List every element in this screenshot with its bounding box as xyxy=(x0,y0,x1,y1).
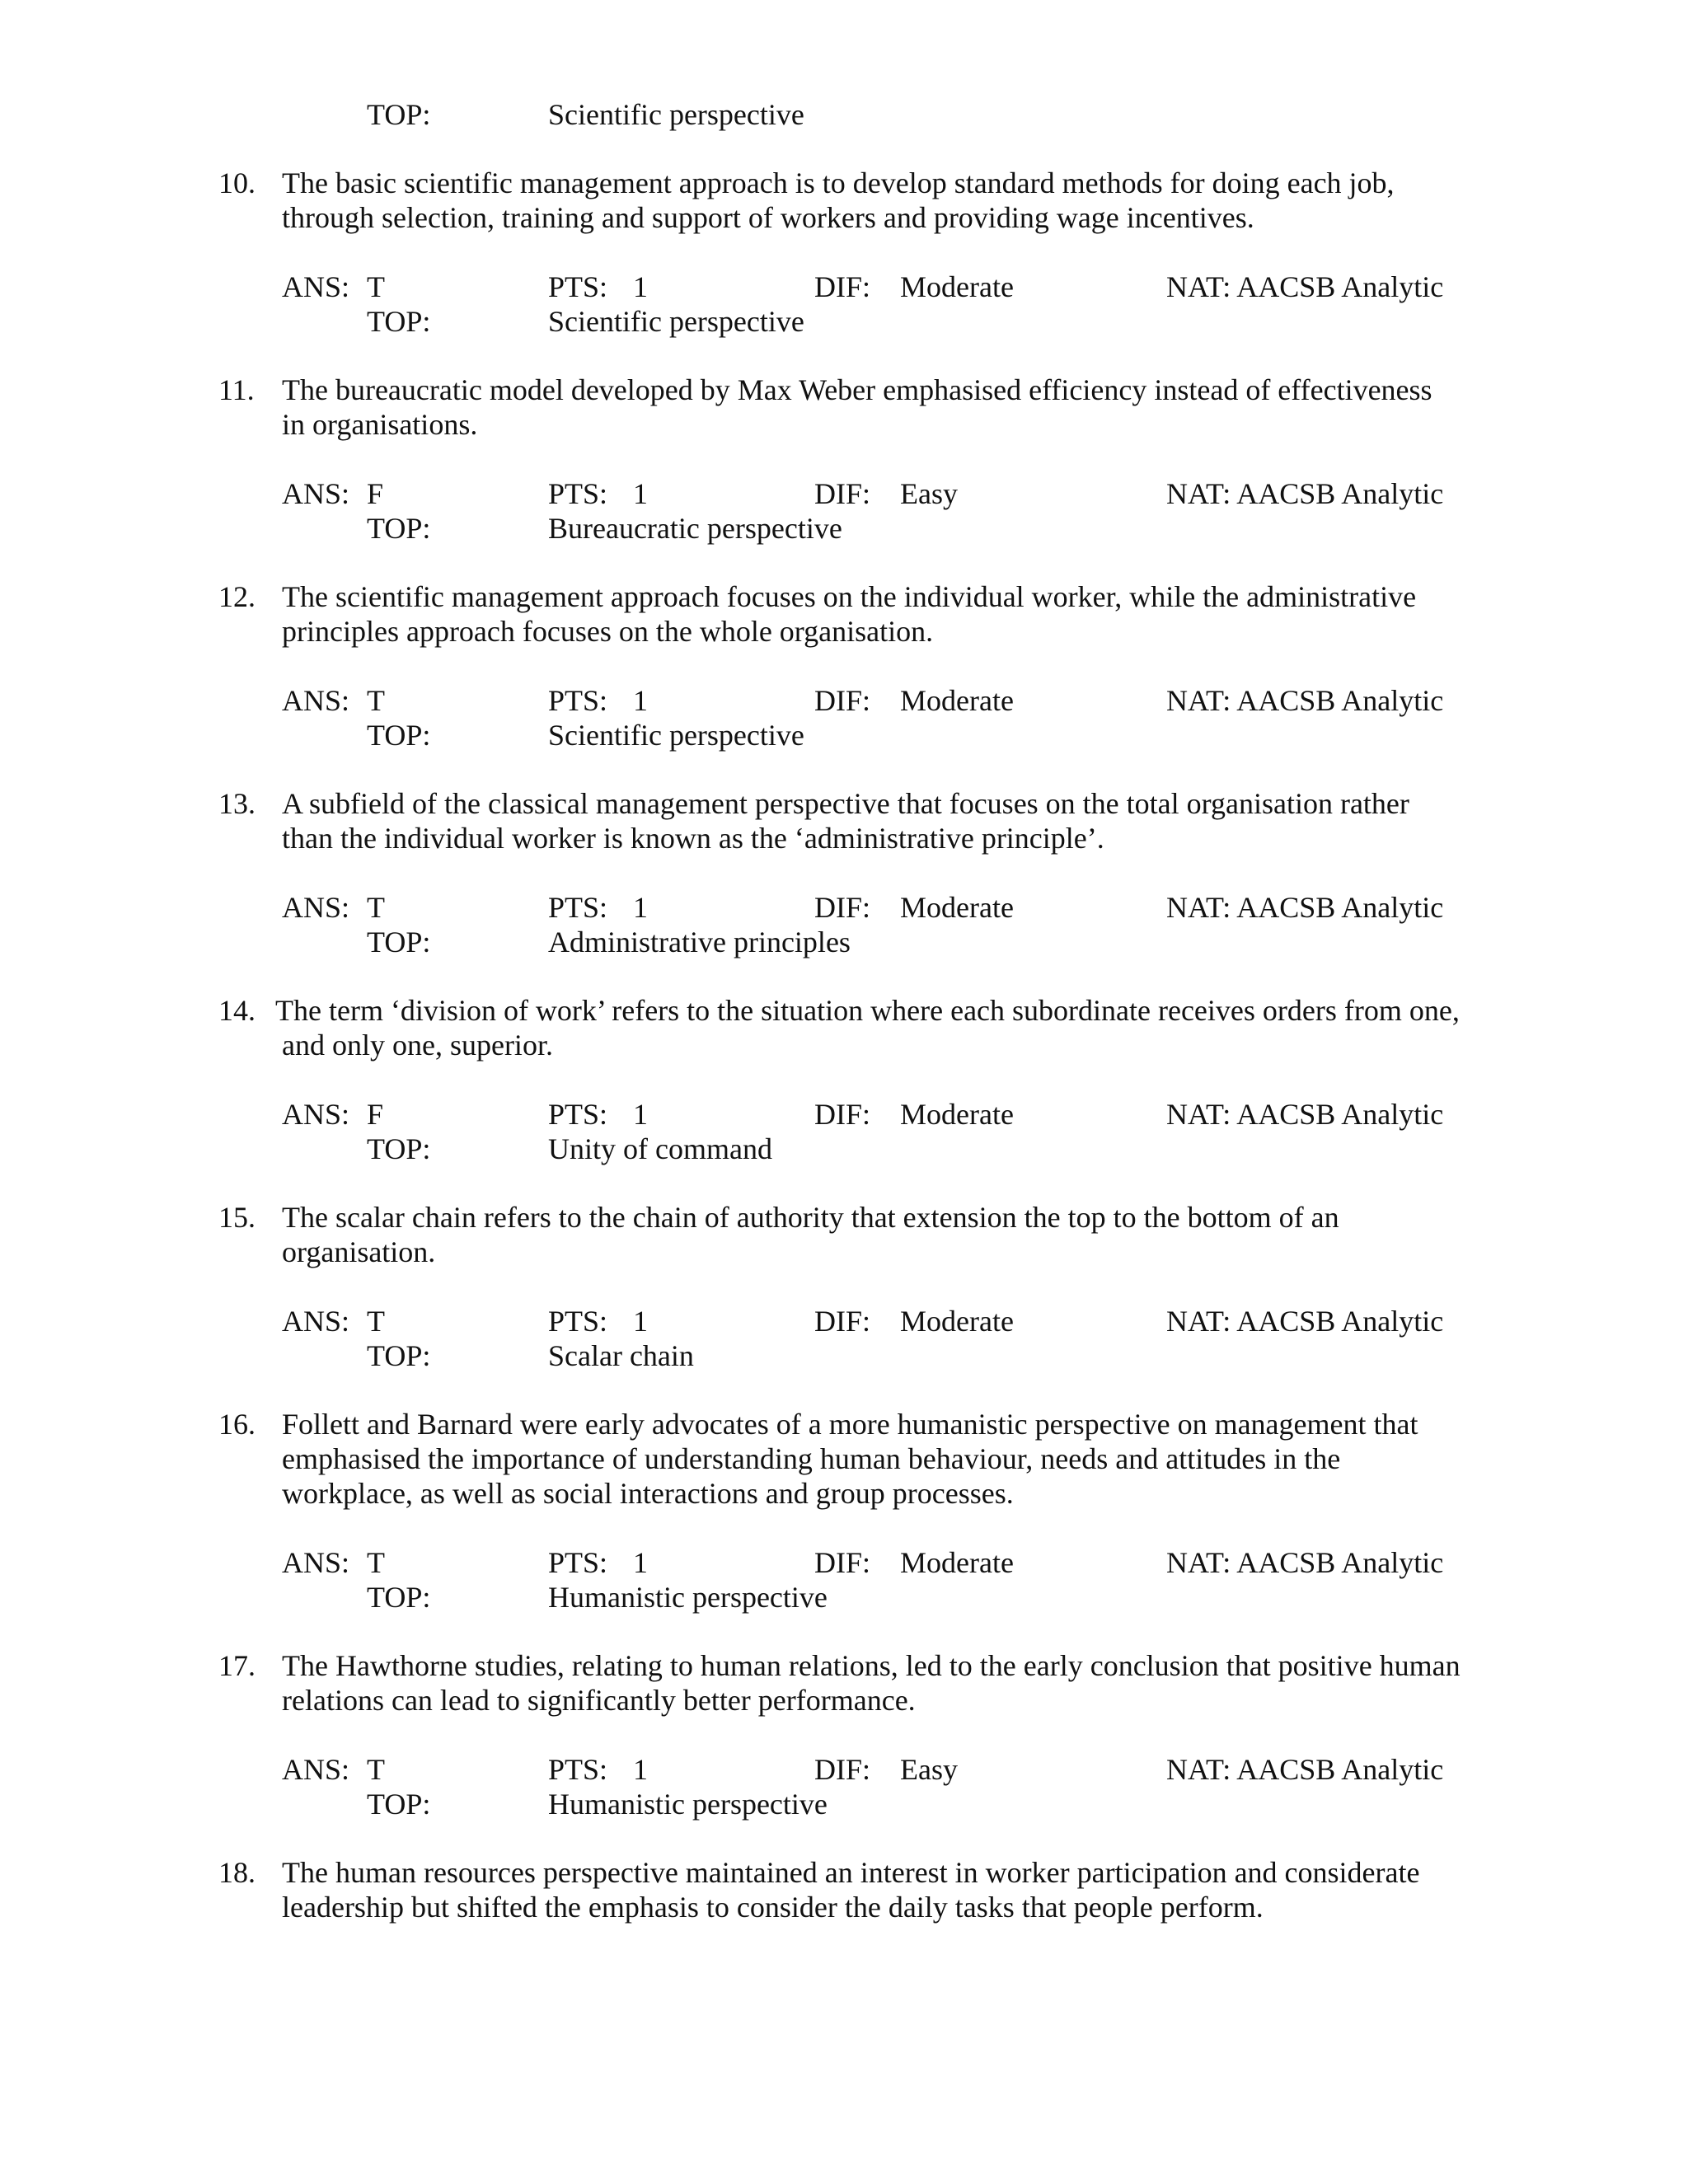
answer-label: ANS: xyxy=(282,1098,350,1131)
question-line: in organisations. xyxy=(282,408,478,441)
topic-value: Unity of command xyxy=(548,1132,772,1165)
question-line: organisation. xyxy=(282,1235,436,1268)
question-text xyxy=(275,993,1487,1062)
carryover-topic-row xyxy=(367,97,1521,132)
answer-metadata xyxy=(0,269,1688,339)
question-number: 18. xyxy=(218,1856,256,1889)
points-label: PTS: xyxy=(548,1546,608,1579)
answer-value: T xyxy=(367,270,385,303)
question-line: leadership but shifted the emphasis to consider the daily tasks that people perform. xyxy=(282,1891,1264,1924)
question-text xyxy=(282,786,1493,855)
topic-value: Scientific perspective xyxy=(548,305,804,338)
difficulty-value: Easy xyxy=(900,477,958,510)
question-number: 16. xyxy=(218,1408,256,1441)
topic-label: TOP: xyxy=(367,1339,431,1372)
points-value: 1 xyxy=(633,1305,648,1338)
points-value: 1 xyxy=(633,270,648,303)
nat-standard: NAT: AACSB Analytic xyxy=(1166,477,1444,510)
topic-label: TOP: xyxy=(367,1132,431,1165)
answer-label: ANS: xyxy=(282,1305,350,1338)
answer-value: F xyxy=(367,1098,384,1131)
answer-label: ANS: xyxy=(282,270,350,303)
question-number: 14. xyxy=(218,994,256,1027)
question-number: 13. xyxy=(218,787,256,820)
answer-label: ANS: xyxy=(282,1546,350,1579)
difficulty-value: Moderate xyxy=(900,1546,1014,1579)
question-number: 11. xyxy=(218,373,255,406)
difficulty-value: Moderate xyxy=(900,684,1014,717)
difficulty-value: Moderate xyxy=(900,1305,1014,1338)
question-line: The scientific management approach focuses on the individual worker, while the administrative xyxy=(282,580,1417,613)
difficulty-value: Moderate xyxy=(900,1098,1014,1131)
nat-standard: NAT: AACSB Analytic xyxy=(1166,1098,1444,1131)
question-number: 15. xyxy=(218,1201,256,1234)
topic-value: Scalar chain xyxy=(548,1339,694,1372)
question-number: 17. xyxy=(218,1649,256,1682)
question-line: principles approach focuses on the whole organisation. xyxy=(282,615,934,648)
points-label: PTS: xyxy=(548,1305,608,1338)
answer-value: T xyxy=(367,684,385,717)
question-line: The human resources perspective maintained an interest in worker participation and considerate xyxy=(282,1856,1420,1889)
question-line: emphasised the importance of understanding human behaviour, needs and attitudes in the xyxy=(282,1442,1341,1475)
points-label: PTS: xyxy=(548,1098,608,1131)
topic-value: Scientific perspective xyxy=(548,719,804,752)
topic-label: TOP: xyxy=(367,1581,431,1614)
points-value: 1 xyxy=(633,1098,648,1131)
topic-label: TOP: xyxy=(367,512,431,545)
question-line: The scalar chain refers to the chain of authority that extension the top to the bottom of an xyxy=(282,1201,1339,1234)
answer-metadata xyxy=(0,1752,1688,1821)
points-value: 1 xyxy=(633,1753,648,1786)
points-label: PTS: xyxy=(548,477,608,510)
answer-label: ANS: xyxy=(282,1753,350,1786)
points-label: PTS: xyxy=(548,891,608,924)
nat-standard: NAT: AACSB Analytic xyxy=(1166,1305,1444,1338)
answer-metadata xyxy=(0,1097,1688,1166)
question-line: relations can lead to significantly better performance. xyxy=(282,1684,916,1717)
question-line: The term ‘division of work’ refers to the situation where each subordinate receives orders from one, xyxy=(275,994,1460,1027)
question-text xyxy=(282,1200,1493,1269)
question-text xyxy=(282,1855,1493,1924)
question-number: 10. xyxy=(218,166,256,199)
answer-metadata xyxy=(0,476,1688,546)
nat-standard: NAT: AACSB Analytic xyxy=(1166,1753,1444,1786)
question-line: and only one, superior. xyxy=(282,1029,553,1062)
points-label: PTS: xyxy=(548,1753,608,1786)
answer-value: F xyxy=(367,477,384,510)
question-text xyxy=(282,579,1493,649)
nat-standard: NAT: AACSB Analytic xyxy=(1166,891,1444,924)
topic-label: TOP: xyxy=(367,719,431,752)
nat-standard: NAT: AACSB Analytic xyxy=(1166,684,1444,717)
points-value: 1 xyxy=(633,477,648,510)
points-value: 1 xyxy=(633,891,648,924)
question-text xyxy=(282,166,1493,235)
points-value: 1 xyxy=(633,1546,648,1579)
topic-label: TOP: xyxy=(367,1788,431,1821)
difficulty-label: DIF: xyxy=(814,1753,871,1786)
difficulty-value: Moderate xyxy=(900,270,1014,303)
question-line: The Hawthorne studies, relating to human relations, led to the early conclusion that positive human xyxy=(282,1649,1461,1682)
question-line: Follett and Barnard were early advocates of a more humanistic perspective on management that xyxy=(282,1408,1418,1441)
difficulty-label: DIF: xyxy=(814,1305,871,1338)
question-number: 12. xyxy=(218,580,256,613)
answer-metadata xyxy=(0,890,1688,959)
answer-label: ANS: xyxy=(282,891,350,924)
question-line: through selection, training and support of workers and providing wage incentives. xyxy=(282,201,1254,234)
difficulty-label: DIF: xyxy=(814,684,871,717)
topic-value: Humanistic perspective xyxy=(548,1581,828,1614)
question-line: than the individual worker is known as the ‘administrative principle’. xyxy=(282,822,1104,855)
difficulty-value: Easy xyxy=(900,1753,958,1786)
question-text xyxy=(282,1648,1493,1718)
question-text xyxy=(282,1407,1493,1511)
question-line: workplace, as well as social interactions and group processes. xyxy=(282,1477,1014,1510)
answer-value: T xyxy=(367,1305,385,1338)
topic-label: TOP: xyxy=(367,305,431,338)
difficulty-label: DIF: xyxy=(814,1546,871,1579)
topic-value: Scientific perspective xyxy=(548,98,804,131)
topic-label: TOP: xyxy=(367,98,431,131)
question-text xyxy=(282,373,1493,442)
answer-value: T xyxy=(367,1546,385,1579)
difficulty-label: DIF: xyxy=(814,891,871,924)
points-label: PTS: xyxy=(548,684,608,717)
difficulty-label: DIF: xyxy=(814,477,871,510)
nat-standard: NAT: AACSB Analytic xyxy=(1166,1546,1444,1579)
topic-value: Humanistic perspective xyxy=(548,1788,828,1821)
question-line: The basic scientific management approach is to develop standard methods for doing each job, xyxy=(282,166,1395,199)
difficulty-value: Moderate xyxy=(900,891,1014,924)
difficulty-label: DIF: xyxy=(814,1098,871,1131)
answer-label: ANS: xyxy=(282,684,350,717)
difficulty-label: DIF: xyxy=(814,270,871,303)
answer-value: T xyxy=(367,891,385,924)
topic-value: Administrative principles xyxy=(548,926,851,958)
answer-metadata xyxy=(0,1545,1688,1615)
answer-metadata xyxy=(0,683,1688,752)
topic-label: TOP: xyxy=(367,926,431,958)
question-line: A subfield of the classical management perspective that focuses on the total organisation rather xyxy=(282,787,1409,820)
points-label: PTS: xyxy=(548,270,608,303)
answer-label: ANS: xyxy=(282,477,350,510)
nat-standard: NAT: AACSB Analytic xyxy=(1166,270,1444,303)
points-value: 1 xyxy=(633,684,648,717)
answer-value: T xyxy=(367,1753,385,1786)
question-line: The bureaucratic model developed by Max Weber emphasised efficiency instead of effectiveness xyxy=(282,373,1432,406)
topic-value: Bureaucratic perspective xyxy=(548,512,842,545)
answer-metadata xyxy=(0,1304,1688,1373)
